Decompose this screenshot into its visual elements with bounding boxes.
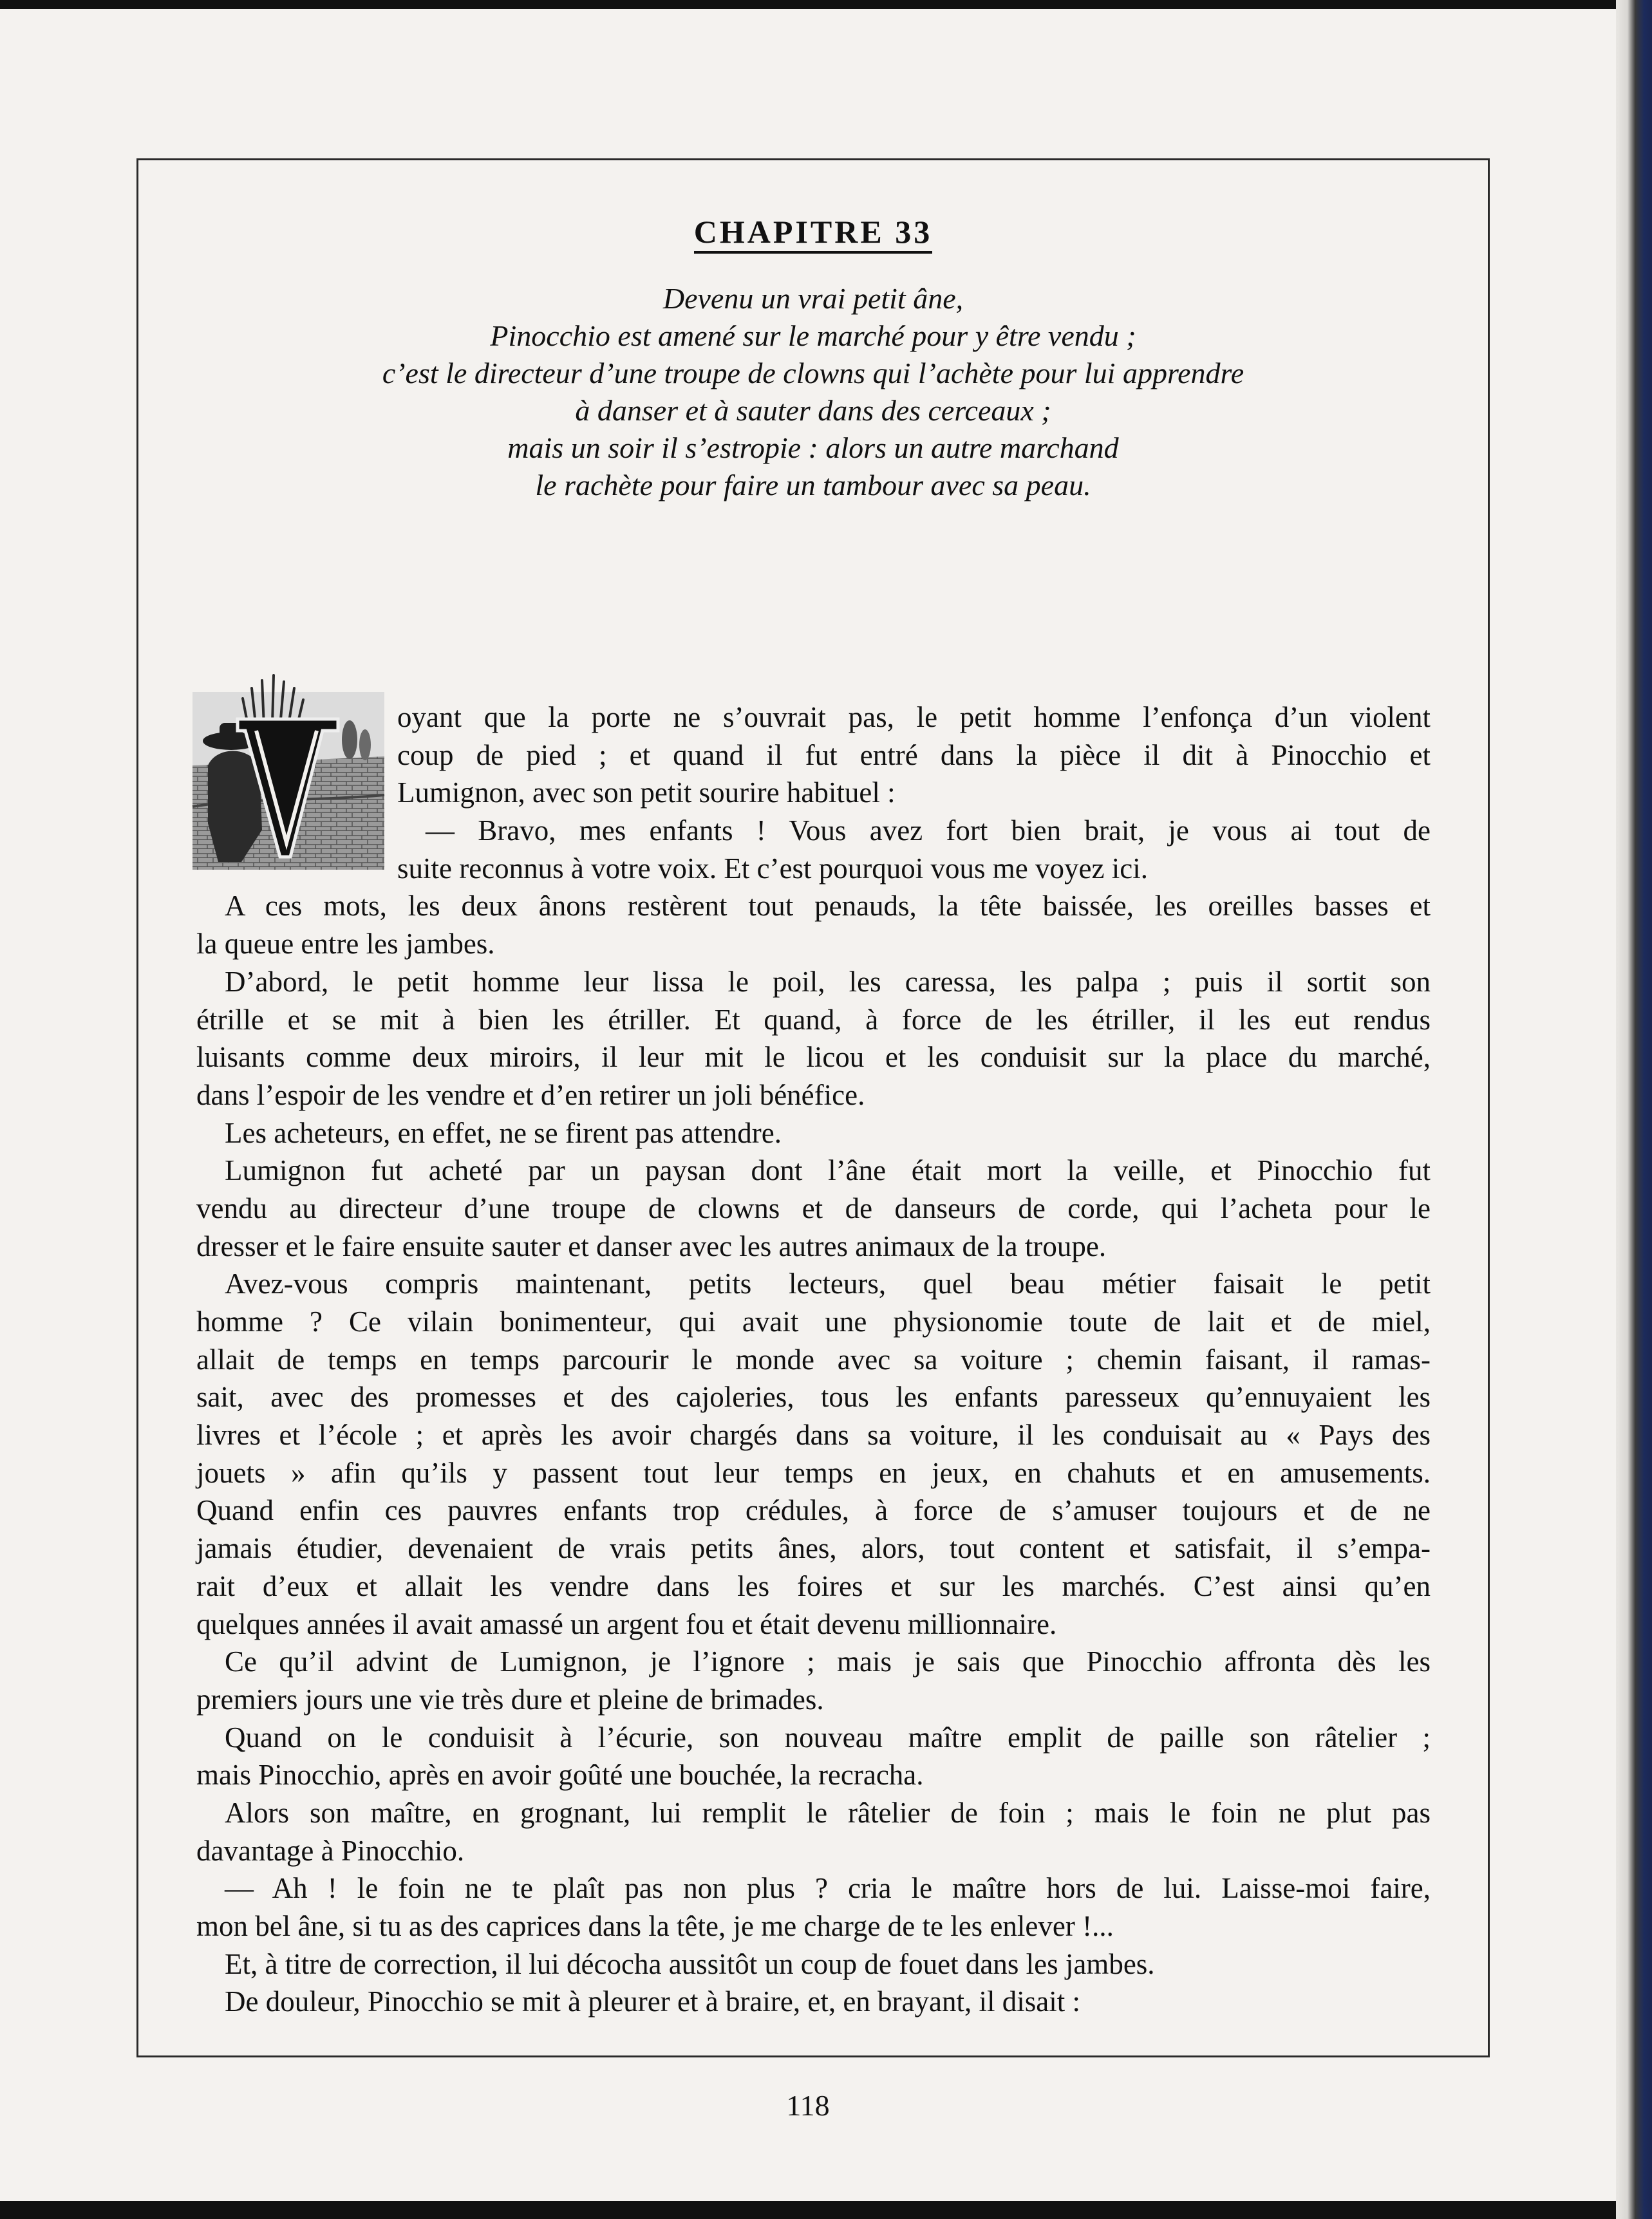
text-line: quelques années il avait amassé un argent fou et était devenu millionnaire. — [196, 1607, 1057, 1640]
summary-line: à danser et à sauter dans des cerceaux ; — [575, 394, 1051, 427]
text-line: davantage à Pinocchio. — [196, 1834, 465, 1867]
text-line: Avez-vous compris maintenant, petits lecteurs, quel beau métier faisait le petit — [225, 1268, 1431, 1300]
text-line: Alors son maître, en grognant, lui remplit le râtelier de foin ; mais le foin ne plut pas — [225, 1796, 1431, 1829]
text-line: sait, avec des promesses et des cajoleries, tous les enfants paresseux qu’ennuyaient les — [196, 1381, 1431, 1414]
text-line: coup de pied ; et quand il fut entré dans la pièce il dit à Pinocchio et — [397, 738, 1431, 771]
text-line: Quand enfin ces pauvres enfants trop crédules, à force de s’amuser toujours et de ne — [196, 1494, 1431, 1527]
text-line: jamais étudier, devenaient de vrais petits ânes, alors, tout content et satisfait, il s’empa- — [196, 1532, 1431, 1565]
text-line: De douleur, Pinocchio se mit à pleurer et à braire, et, en brayant, il disait : — [225, 1985, 1080, 2018]
text-line: Et, à titre de correction, il lui décocha aussitôt un coup de fouet dans les jambes. — [225, 1947, 1155, 1980]
text-line: jouets » afin qu’ils y passent tout leur temps en jeux, en chahuts et en amusements. — [196, 1456, 1431, 1489]
summary-line: mais un soir il s’estropie : alors un autre marchand — [507, 431, 1119, 464]
text-line: mon bel âne, si tu as des caprices dans la tête, je me charge de te les enlever !... — [196, 1910, 1114, 1942]
text-line: homme ? Ce vilain bonimenteur, qui avait une physionomie toute de lait et de miel, — [196, 1306, 1431, 1338]
text-line: suite reconnus à votre voix. Et c’est pourquoi vous me voyez ici. — [397, 852, 1148, 885]
text-line: Lumignon, avec son petit sourire habituel : — [397, 776, 896, 809]
text-line: livres et l’école ; et après les avoir chargés dans sa voiture, il les conduisait au « Pays des — [196, 1419, 1431, 1452]
text-line: vendu au directeur d’une troupe de clowns et de danseurs de corde, qui l’acheta pour le — [196, 1192, 1431, 1224]
text-line: — Ah ! le foin ne te plaît pas non plus ? cria le maître hors de lui. Laisse-moi faire, — [225, 1872, 1431, 1905]
text-line: rait d’eux et allait les vendre dans les foires et sur les marchés. C’est ainsi qu’en — [196, 1569, 1431, 1602]
summary-line: Pinocchio est amené sur le marché pour y être vendu ; — [490, 319, 1136, 352]
text-frame — [136, 158, 1490, 2057]
summary-line: le rachète pour faire un tambour avec sa peau. — [535, 469, 1091, 501]
text-line: oyant que la porte ne s’ouvrait pas, le petit homme l’enfonça d’un violent — [397, 701, 1431, 733]
text-line: Quand on le conduisit à l’écurie, son nouveau maître emplit de paille son râtelier ; — [225, 1721, 1431, 1754]
book-page — [0, 9, 1616, 2201]
text-line: étrille et se mit à bien les étriller. Et quand, à force de les étriller, il les eut rendus — [196, 1003, 1431, 1036]
text-line: la queue entre les jambes. — [196, 928, 495, 960]
text-line: luisants comme deux miroirs, il leur mit le licou et les conduisit sur la place du marché, — [196, 1041, 1431, 1074]
text-line: dresser et le faire ensuite sauter et danser avec les autres animaux de la troupe. — [196, 1230, 1107, 1262]
chapter-title: CHAPITRE 33 — [138, 213, 1488, 250]
text-line: premiers jours une vie très dure et pleine de brimades. — [196, 1683, 824, 1716]
summary-line: c’est le directeur d’une troupe de clowns qui l’achète pour lui apprendre — [382, 357, 1244, 389]
summary-line: Devenu un vrai petit âne, — [662, 282, 964, 315]
text-line: dans l’espoir de les vendre et d’en retirer un joli bénéfice. — [196, 1078, 865, 1111]
page-number: 118 — [786, 2089, 830, 2122]
text-line: Ce qu’il advint de Lumignon, je l’ignore ; mais je sais que Pinocchio affronta dès les — [225, 1645, 1431, 1678]
text-line: allait de temps en temps parcourir le monde avec sa voiture ; chemin faisant, il ramas- — [196, 1343, 1431, 1376]
text-line: — Bravo, mes enfants ! Vous avez fort bien brait, je vous ai tout de — [426, 814, 1431, 847]
chapter-body — [196, 698, 1431, 2021]
text-line: Les acheteurs, en effet, ne se firent pas attendre. — [225, 1116, 782, 1149]
text-line: A ces mots, les deux ânons restèrent tout penauds, la tête baissée, les oreilles basses et — [225, 890, 1431, 922]
text-line: mais Pinocchio, après en avoir goûté une bouchée, la recracha. — [196, 1759, 924, 1792]
text-line: Lumignon fut acheté par un paysan dont l’âne était mort la veille, et Pinocchio fut — [225, 1154, 1431, 1187]
chapter-summary — [138, 280, 1488, 504]
book-spine — [1616, 0, 1652, 2219]
text-line: D’abord, le petit homme leur lissa le poil, les caressa, les palpa ; puis il sortit son — [225, 965, 1431, 998]
